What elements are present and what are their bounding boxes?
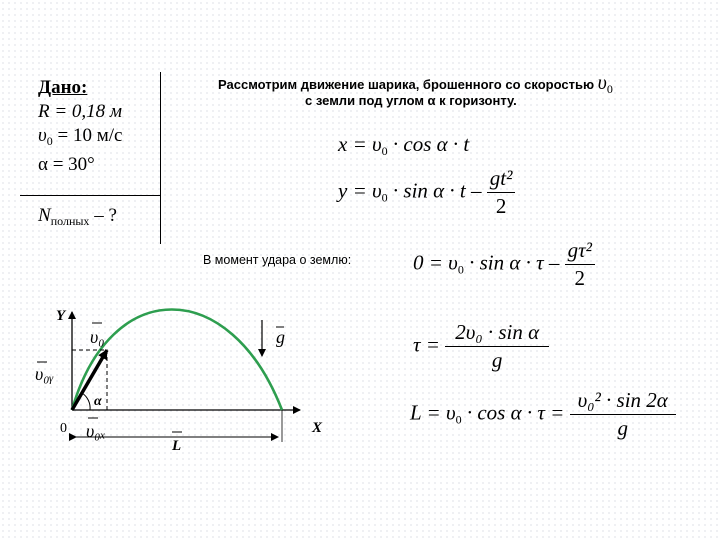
y-equation-sub: 0 <box>381 190 388 205</box>
v0x-label: υ₀ₓ <box>86 421 106 441</box>
g-label: g <box>276 327 285 347</box>
impact-equation-lhs: 0 = υ <box>413 250 458 275</box>
given-velocity-value: = 10 <box>52 125 92 146</box>
header-line-2: с земли под углом α к горизонту. <box>305 93 517 108</box>
given-velocity-symbol: υ <box>38 125 47 146</box>
range-equation-sub: 0 <box>455 412 462 427</box>
given-title: Дано: <box>38 77 88 98</box>
x-equation-rest: · cos α · t <box>387 132 470 156</box>
impact-equation-denominator: 2 <box>574 266 586 290</box>
header-line-1-text: Рассмотрим движение шарика, брошенного со скоростью <box>218 77 595 92</box>
impact-equation-numerator: gτ² <box>567 238 592 262</box>
y-equation-mid: · sin α · t – <box>387 178 482 203</box>
v0-label: υ₀ <box>90 327 105 347</box>
range-equation-numerator: υ₀² · sin 2α <box>577 388 668 412</box>
velocity-vector-arrow <box>72 350 107 410</box>
x-equation-sub: 0 <box>381 144 388 158</box>
v0y-label: υ₀ᵧ <box>35 364 54 384</box>
y-equation-numerator: gt² <box>489 166 513 190</box>
impact-label: В момент удара о землю: <box>203 253 352 267</box>
trajectory-curve <box>72 310 282 411</box>
y-axis-label: Y <box>56 308 66 324</box>
y-equation-lhs: y = υ <box>338 178 382 203</box>
range-equation-mid: · cos α · τ = <box>461 400 565 425</box>
header-v0-sub: 0 <box>606 82 613 96</box>
impact-equation-sub: 0 <box>457 262 464 277</box>
impact-equation-mid: · sin α · τ – <box>463 250 560 275</box>
given-angle: α = 30° <box>38 154 95 175</box>
given-radius: R = 0,18 м <box>38 101 123 122</box>
range-label: L <box>172 438 182 454</box>
tau-equation-denominator: g <box>491 348 503 372</box>
find-sub: полных <box>50 214 90 228</box>
x-equation-lhs: x = υ <box>338 132 382 156</box>
range-equation-lhs: L = υ <box>410 400 456 425</box>
angle-arc <box>82 393 90 410</box>
x-axis-label: X <box>312 420 323 436</box>
alpha-label: α <box>94 394 102 409</box>
range-equation-denominator: g <box>617 416 628 440</box>
origin-label: 0 <box>60 421 67 436</box>
find-question: – ? <box>89 205 117 226</box>
given-velocity-sub: 0 <box>46 134 53 148</box>
y-equation-denominator: 2 <box>495 194 507 218</box>
given-velocity-unit: м/с <box>91 125 123 146</box>
tau-equation-lhs: τ = <box>413 332 440 357</box>
tau-equation-numerator: 2υ₀ · sin α <box>455 320 540 344</box>
header-v0-symbol: υ <box>597 72 607 94</box>
find-symbol: N <box>38 205 51 226</box>
